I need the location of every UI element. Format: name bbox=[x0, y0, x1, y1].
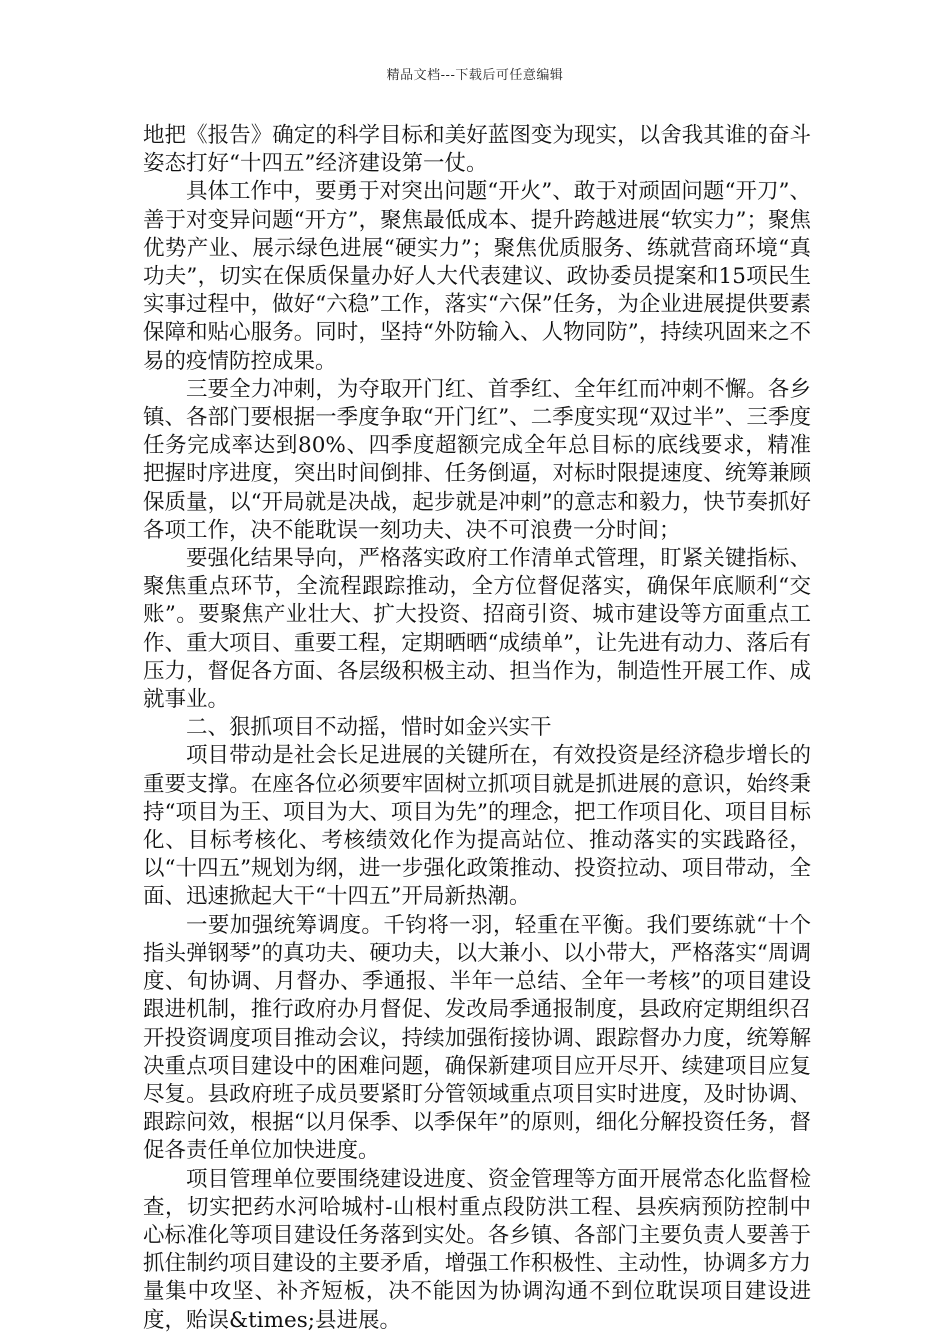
paragraph-5: 项目带动是社会长足进展的关键所在，有效投资是经济稳步增长的重要支撑。在座各位必须要牢固树立抓项目就是抓进展的意识，始终秉持“项目为王、项目为大、项目为先”的理念，把工作项目化、项目目标化、目标考核化、考核绩效化作为提高站位、推动落实的实践路径，以“十四五”规划为纲，进一步强化政策推动、投资拉动、项目带动，全面、迅速掀起大干“十四五”开局新热潮。 bbox=[143, 743, 811, 910]
paragraph-4: 要强化结果导向，严格落实政府工作清单式管理，盯紧关键指标、聚焦重点环节，全流程跟踪推动，全方位督促落实，确保年底顺利“交账”。要聚焦产业壮大、扩大投资、招商引资、城市建设等方面重点工作、重大项目、重要工程，定期晒晒“成绩单”，让先进有动力、落后有压力，督促各方面、各层级积极主动、担当作为，制造性开展工作、成就事业。 bbox=[143, 546, 811, 713]
paragraph-1: 地把《报告》确定的科学目标和美好蓝图变为现实，以舍我其谁的奋斗姿态打好“十四五”经济建设第一仗。 bbox=[143, 123, 811, 177]
paragraph-7: 项目管理单位要围绕建设进度、资金管理等方面开展常态化监督检查，切实把药水河哈城村-山根村重点段防洪工程、县疾病预防控制中心标准化等项目建设任务落到实处。各乡镇、各部门主要负责人要善于抓住制约项目建设的主要矛盾，增强工作积极性、主动性，协调多方力量集中攻坚、补齐短板，决不能因为协调沟通不到位耽误项目建设进度，贻误&times;县进展。 bbox=[143, 1166, 811, 1333]
document-body bbox=[143, 122, 811, 1335]
paragraph-2: 具体工作中，要勇于对突出问题“开火”、敢于对顽固问题“开刀”、善于对变异问题“开方”，聚焦最低成本、提升跨越进展“软实力”；聚焦优势产业、展示绿色进展“硬实力”；聚焦优质服务、练就营商环境“真功夫”，切实在保质保量办好人大代表建议、政协委员提案和15项民生实事过程中，做好“六稳”工作，落实“六保”任务，为企业进展提供要素保障和贴心服务。同时，坚持“外防输入、人物同防”，持续巩固来之不易的疫情防控成果。 bbox=[143, 179, 811, 374]
paragraph-6: 一要加强统筹调度。千钧将一羽，轻重在平衡。我们要练就“十个指头弹钢琴”的真功夫、硬功夫，以大兼小、以小带大，严格落实“周调度、旬协调、月督办、季通报、半年一总结、全年一考核”的项目建设跟进机制，推行政府办月督促、发改局季通报制度，县政府定期组织召开投资调度项目推动会议，持续加强衔接协调、跟踪督办力度，统筹解决重点项目建设中的困难问题，确保新建项目应开尽开、续建项目应复尽复。县政府班子成员要紧盯分管领域重点项目实时进度，及时协调、跟踪问效，根据“以月保季、以季保年”的原则，细化分解投资任务，督促各责任单位加快进度。 bbox=[143, 912, 811, 1164]
paragraph-3: 三要全力冲刺，为夺取开门红、首季红、全年红而冲刺不懈。各乡镇、各部门要根据一季度争取“开门红”、二季度实现“双过半”、三季度任务完成率达到80%、四季度超额完成全年总目标的底线要求，精准把握时序进度，突出时间倒排、任务倒逼，对标时限提速度、统筹兼顾保质量，以“开局就是决战，起步就是冲刺”的意志和毅力，快节奏抓好各项工作，决不能耽误一刻功夫、决不可浪费一分时间； bbox=[143, 376, 811, 543]
section-heading: 二、狠抓项目不动摇，惜时如金兴实干 bbox=[186, 715, 552, 741]
page-header: 精品文档---下载后可任意编辑 bbox=[386, 68, 564, 83]
